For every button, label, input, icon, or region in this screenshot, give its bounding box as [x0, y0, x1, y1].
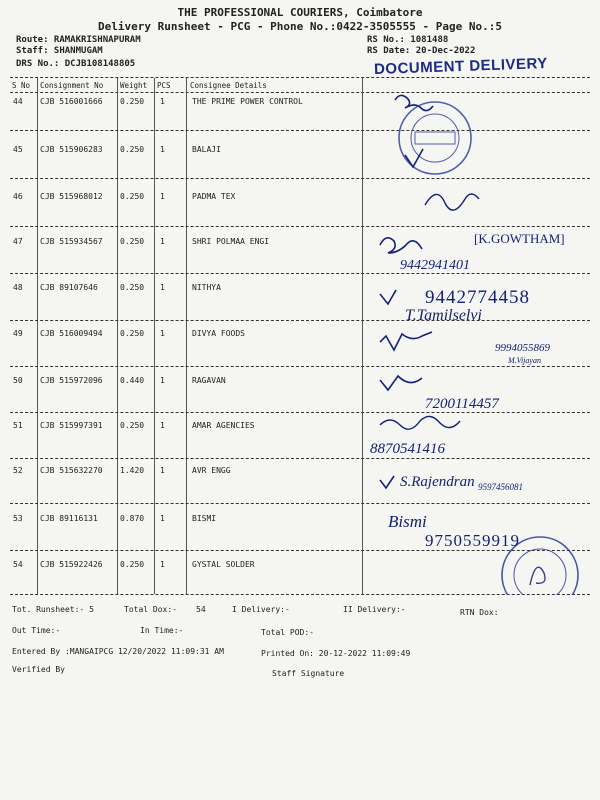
handwritten-phone-row-47: 9442941401 — [400, 258, 470, 273]
row-consignee: NITHYA — [192, 283, 221, 292]
handwritten-phone-row-50: 7200114457 — [425, 396, 499, 412]
route-label: Route: RAMAKRISHNAPURAM — [16, 35, 141, 45]
drs-number: DRS No.: DCJB108148805 — [16, 59, 136, 69]
row-weight: 0.250 — [120, 97, 145, 106]
rs-date: RS Date: 20-Dec-2022 — [367, 46, 476, 56]
row-pcs: 1 — [160, 329, 165, 338]
ii-delivery-label: II Delivery:- — [343, 605, 406, 614]
row-consignee: BISMI — [192, 514, 217, 523]
handwritten-name-row-48: T.Tamilselvi — [405, 307, 482, 324]
entered-by: Entered By :MANGAIPCG 12/20/2022 11:09:31 AM — [12, 647, 224, 656]
signature-row-47 — [380, 238, 422, 253]
signature-row-51 — [380, 416, 460, 429]
total-dox-label: Total Dox:- — [124, 605, 177, 614]
row-consignee: BALAJI — [192, 145, 221, 154]
total-runsheet: Tot. Runsheet:- 5 — [12, 605, 94, 614]
row-consignment: CJB 515632270 — [40, 466, 103, 475]
row-weight: 0.250 — [120, 192, 145, 201]
row-consignee: AMAR AGENCIES — [192, 421, 255, 430]
row-pcs: 1 — [160, 237, 165, 246]
runsheet-subtitle: Delivery Runsheet - PCG - Phone No.:0422-3505555 - Page No.:5 — [98, 20, 502, 33]
total-pod-label: Total POD:- — [261, 628, 314, 637]
col-header-consignment: Consignment No — [40, 81, 104, 90]
row-pcs: 1 — [160, 283, 165, 292]
handwritten-phone-row-53: 9750559919 — [425, 531, 520, 550]
in-time-label: In Time:- — [140, 626, 184, 635]
row-pcs: 1 — [160, 560, 165, 569]
row-weight: 0.870 — [120, 514, 145, 523]
row-consignee: PADMA TEX — [192, 192, 236, 201]
row-sno: 45 — [13, 145, 23, 154]
handwritten-phone-row-52: 9597456081 — [478, 482, 523, 492]
col-header-pcs: PCS — [157, 81, 171, 90]
col-header-consignee: Consignee Details — [190, 81, 267, 90]
row-pcs: 1 — [160, 466, 165, 475]
row-consignee: GYSTAL SOLDER — [192, 560, 255, 569]
row-pcs: 1 — [160, 376, 165, 385]
row-consignment: CJB 89116131 — [40, 514, 98, 523]
handwritten-phone-row-51: 8870541416 — [370, 441, 445, 457]
row-consignee: SHRI POLMAA ENGI — [192, 237, 270, 246]
rtn-dox-label: RTN Dox: — [460, 608, 499, 617]
staff-label: Staff: SHANMUGAM — [16, 46, 103, 56]
signature-row-46 — [425, 194, 479, 210]
row-consignment: CJB 515906283 — [40, 145, 103, 154]
row-consignee: RAGAVAN — [192, 376, 226, 385]
row-pcs: 1 — [160, 145, 165, 154]
column-divider — [362, 78, 363, 594]
row-pcs: 1 — [160, 192, 165, 201]
signature-row-49 — [380, 332, 432, 350]
row-sno: 47 — [13, 237, 23, 246]
row-pcs: 1 — [160, 97, 165, 106]
col-header-sno: S No — [12, 81, 31, 90]
tick-row-48 — [380, 290, 396, 304]
rs-number: RS No.: 1081488 — [367, 35, 449, 45]
col-header-weight: Weight — [120, 81, 148, 90]
row-consignee: THE PRIME POWER CONTROL — [192, 97, 303, 106]
row-consignment: CJB 515972096 — [40, 376, 103, 385]
table-top-rule — [10, 77, 590, 78]
row-pcs: 1 — [160, 421, 165, 430]
row-weight: 0.250 — [120, 145, 145, 154]
row-sno: 51 — [13, 421, 23, 430]
handwritten-phone-row-49: 9994055869 — [495, 342, 550, 354]
row-consignee: DIVYA FOODS — [192, 329, 245, 338]
row-weight: 0.250 — [120, 237, 145, 246]
verified-by-label: Verified By — [12, 665, 65, 674]
row-weight: 0.250 — [120, 421, 145, 430]
row-consignee: AVR ENGG — [192, 466, 231, 475]
row-sno: 54 — [13, 560, 23, 569]
row-weight: 0.250 — [120, 283, 145, 292]
document-delivery-stamp: DOCUMENT DELIVERY — [373, 54, 549, 79]
column-divider — [37, 78, 38, 594]
column-divider — [186, 78, 187, 594]
total-dox-value: 54 — [196, 605, 206, 614]
row-consignment: CJB 515934567 — [40, 237, 103, 246]
tick-row-45 — [405, 149, 423, 167]
handwritten-name-row-52: S.Rajendran — [400, 474, 475, 490]
column-divider — [154, 78, 155, 594]
row-sno: 49 — [13, 329, 23, 338]
staff-signature-label: Staff Signature — [272, 669, 345, 678]
row-sno: 52 — [13, 466, 23, 475]
handwritten-name-row-47: [K.GOWTHAM] — [474, 231, 565, 246]
handwritten-name-row-53: Bismi — [388, 512, 427, 531]
row-consignment: CJB 515997391 — [40, 421, 103, 430]
row-weight: 0.250 — [120, 560, 145, 569]
i-delivery-label: I Delivery:- — [232, 605, 290, 614]
row-consignment: CJB 515968012 — [40, 192, 103, 201]
row-weight: 1.420 — [120, 466, 145, 475]
row-consignment: CJB 516001666 — [40, 97, 103, 106]
printed-on: Printed On: 20-12-2022 11:09:49 — [261, 649, 411, 658]
out-time-label: Out Time:- — [12, 626, 61, 635]
handwritten-name-row-49: M.Vijayan — [508, 356, 541, 365]
row-sno: 53 — [13, 514, 23, 523]
row-sno: 48 — [13, 283, 23, 292]
column-divider — [117, 78, 118, 594]
row-weight: 0.440 — [120, 376, 145, 385]
row-consignment: CJB 516009494 — [40, 329, 103, 338]
company-title: THE PROFESSIONAL COURIERS, Coimbatore — [177, 6, 423, 19]
handwritten-phone-row-48: 9442774458 — [425, 287, 530, 308]
row-sno: 44 — [13, 97, 23, 106]
row-sno: 50 — [13, 376, 23, 385]
row-pcs: 1 — [160, 514, 165, 523]
row-weight: 0.250 — [120, 329, 145, 338]
tick-row-52 — [380, 476, 394, 488]
signature-row-50 — [380, 376, 422, 390]
row-consignment: CJB 515922426 — [40, 560, 103, 569]
row-consignment: CJB 89107646 — [40, 283, 98, 292]
row-sno: 46 — [13, 192, 23, 201]
